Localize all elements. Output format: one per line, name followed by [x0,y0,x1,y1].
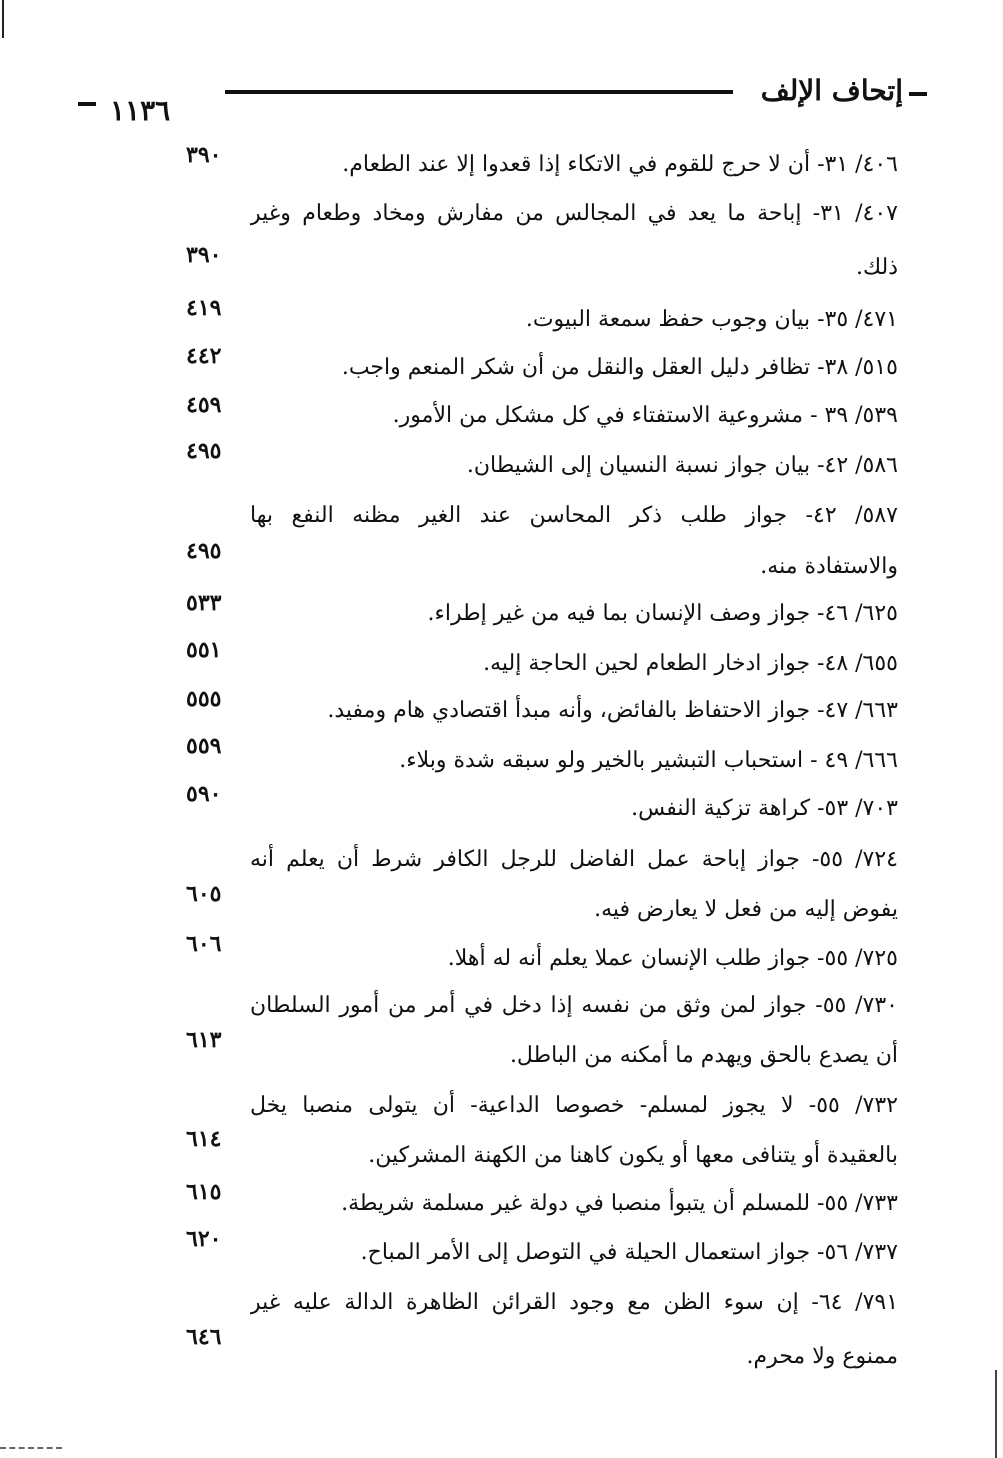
entry-text: ٥٣٩/ ٣٩ - مشروعية الاستفتاء في كل مشكل من الأمور. [392,403,898,428]
entry-text: ذلك. [855,255,898,280]
entry-text: يفوض إليه من فعل لا يعارض فيه. [594,897,898,922]
index-entry-continuation [0,544,1003,590]
running-header [100,70,903,130]
entry-page-number: ٦٠٥ [186,881,222,907]
entry-text: ممنوع ولا محرم. [746,1344,898,1369]
index-entry [0,837,1003,883]
index-entry-continuation [0,1033,1003,1079]
entry-page-number: ٣٩٠ [186,142,222,168]
entry-page-number: ٥٥٩ [186,733,222,759]
entry-text: ٦٦٦/ ٤٩ - استحباب التبشير بالخير ولو سبقه شدة وبلاء. [399,748,898,773]
entry-text: ٧٣٣/ ٥٥- للمسلم أن يتبوأ منصبا في دولة غير مسلمة شريطة. [341,1191,898,1216]
entry-page-number: ٥٥٥ [186,686,222,712]
index-entry [0,641,1003,687]
entry-text: ٥٨٧/ ٤٢- جواز طلب ذكر المحاسن عند الغير مظنه النفع بها [250,503,898,528]
index-entry-continuation [0,245,1003,291]
header-dash [909,92,927,96]
index-entry-continuation [0,1334,1003,1380]
entry-text: ٦٢٥/ ٤٦- جواز وصف الإنسان بما فيه من غير إطراء. [427,601,898,626]
entry-text: ٧٠٣/ ٥٣- كراهة تزكية النفس. [631,796,898,821]
index-entry [0,688,1003,734]
index-entry-continuation [0,1133,1003,1179]
index-entry [0,1280,1003,1326]
entry-text: والاستفادة منه. [760,554,898,579]
entry-page-number: ٦١٥ [186,1179,222,1205]
index-entry [0,297,1003,343]
entry-page-number: ٥٩٠ [186,781,222,807]
entry-text: ٧٣٢/ ٥٥- لا يجوز لمسلم- خصوصا الداعية- أن يتولى منصبا يخل [250,1093,898,1118]
index-entry [0,1083,1003,1129]
entry-page-number: ٦٠٦ [186,931,222,957]
page-number: ١١٣٦ [110,94,171,127]
entry-page-number: ٤٩٥ [186,438,222,464]
entry-text: ٧٣٠/ ٥٥- جواز لمن وثق من نفسه إذا دخل في أمر من أمور السلطان [250,993,898,1018]
entry-page-number: ٦٤٦ [186,1324,222,1350]
entry-page-number: ٤١٩ [186,295,222,321]
entry-page-number: ٦٢٠ [186,1226,222,1252]
scan-edge-mark [2,0,4,38]
index-entry [0,142,1003,188]
index-entry [0,493,1003,539]
entry-text: ٧٢٥/ ٥٥- جواز طلب الإنسان عملا يعلم أنه له أهلا. [447,946,898,971]
index-entry [0,983,1003,1029]
index-entry [0,591,1003,637]
entry-text: ٧٢٤/ ٥٥- جواز إباحة عمل الفاضل للرجل الكافر شرط أن يعلم أنه [250,847,898,872]
entry-text: أن يصدع بالحق ويهدم ما أمكنه من الباطل. [509,1043,898,1068]
entry-text: بالعقيدة أو يتنافى معها أو يكون كاهنا من الكهنة المشركين. [368,1143,898,1168]
entry-text: ٤٧١/ ٣٥- بيان وجوب حفظ سمعة البيوت. [525,307,898,332]
index-entry [0,191,1003,237]
header-dash [78,102,96,106]
scan-edge-mark [995,1370,997,1458]
book-title: إتحاف الإلف [760,74,903,107]
entry-page-number: ٤٩٥ [186,538,222,564]
index-entry [0,1181,1003,1227]
entry-page-number: ٣٩٠ [186,242,222,268]
entry-text: ٧٩١/ ٦٤- إن سوء الظن مع وجود القرائن الظاهرة الدالة عليه غير [250,1290,898,1315]
index-entry [0,786,1003,832]
index-entry [0,1230,1003,1276]
entry-text: ٧٣٧/ ٥٦- جواز استعمال الحيلة في التوصل إلى الأمر المباح. [360,1240,898,1265]
entry-page-number: ٤٥٩ [186,392,222,418]
entry-text: ٦٥٥/ ٤٨- جواز ادخار الطعام لحين الحاجة إليه. [483,651,898,676]
entry-page-number: ٤٤٢ [186,343,222,369]
entry-page-number: ٦١٣ [186,1027,222,1053]
entry-text: ٤٠٧/ ٣١- إباحة ما يعد في المجالس من مفارش ومخاد وطعام وغير [250,201,898,226]
entry-page-number: ٦١٤ [186,1126,222,1152]
entry-text: ٤٠٦/ ٣١- أن لا حرج للقوم في الاتكاء إذا قعدوا إلا عند الطعام. [342,152,898,177]
scan-edge-mark [0,1447,62,1449]
entry-text: ٥١٥/ ٣٨- تظافر دليل العقل والنقل من أن شكر المنعم واجب. [341,355,898,380]
entry-text: ٥٨٦/ ٤٢- بيان جواز نسبة النسيان إلى الشيطان. [466,453,898,478]
index-entry [0,393,1003,439]
index-entry [0,443,1003,489]
index-entry [0,345,1003,391]
entry-text: ٦٦٣/ ٤٧- جواز الاحتفاظ بالفائض، وأنه مبدأ اقتصادي هام ومفيد. [327,698,898,723]
entry-page-number: ٥٣٣ [186,590,222,616]
entry-page-number: ٥٥١ [186,637,222,663]
index-entry [0,936,1003,982]
header-rule [225,90,733,94]
index-entry-continuation [0,887,1003,933]
index-entry [0,738,1003,784]
